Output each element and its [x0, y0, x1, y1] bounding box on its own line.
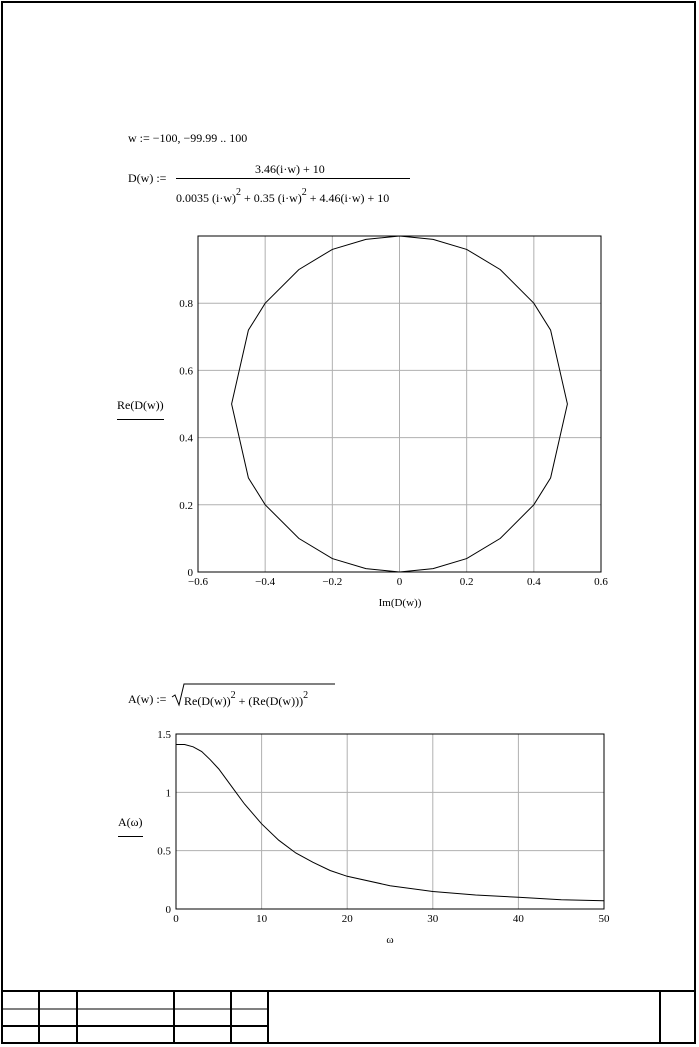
y-tick-label: 0	[165, 904, 171, 916]
plot-frame	[176, 734, 604, 909]
y-tick-label: 0.8	[179, 298, 193, 311]
x-axis-label: ω	[386, 934, 394, 946]
amplitude-plot	[130, 724, 620, 954]
x-tick-label: −0.2	[322, 576, 343, 588]
y-tick-label: 0.2	[179, 499, 193, 512]
y-tick-label: 1.5	[157, 729, 171, 741]
y-tick-label: 1	[165, 787, 171, 800]
y-tick-label: 0.6	[179, 365, 193, 378]
d-numerator: 3.46(i·w) + 10	[255, 162, 325, 176]
x-tick-label: 0	[173, 913, 179, 925]
x-tick-label: 30	[427, 913, 439, 925]
y-tick-label: 0.5	[157, 845, 171, 858]
x-tick-label: 40	[512, 913, 524, 925]
x-tick-label: 50	[598, 913, 610, 925]
a-radicand: $Re(D(w))^2 + (Re(D(w)))^2$	[184, 690, 309, 708]
amplitude-curve	[176, 745, 604, 901]
a-definition-lhs: A(w) :=	[128, 692, 167, 706]
range-definition: w := −100, −99.99 .. 100	[128, 131, 248, 145]
x-tick-label: 0	[396, 576, 403, 588]
fraction-bar	[176, 178, 410, 179]
x-tick-label: −0.6	[188, 576, 208, 588]
x-tick-label: 0.4	[526, 576, 541, 588]
y-tick-label: 0	[187, 567, 193, 579]
y-tick-label: 0.4	[179, 432, 193, 445]
x-tick-label: 10	[256, 913, 268, 925]
d-denominator: 0.0035 $(i\cdot w)^2 + 0.35$ $(i\cdot w)^2 + 4.46(i\cdot w) + 10$	[176, 187, 390, 205]
y-axis-label-1: Re(D(w))	[117, 398, 164, 420]
title-block	[3, 990, 695, 1044]
x-tick-label: 20	[341, 913, 353, 925]
y-axis-label-2: A(ω)	[118, 815, 143, 837]
x-tick-label: −0.4	[255, 576, 276, 588]
d-definition-lhs: D(w) :=	[128, 171, 167, 185]
x-tick-label: 0.2	[459, 576, 474, 588]
nyquist-plot	[150, 226, 620, 621]
x-axis-label: Im(D(w))	[378, 597, 422, 609]
x-tick-label: 0.6	[594, 576, 608, 588]
